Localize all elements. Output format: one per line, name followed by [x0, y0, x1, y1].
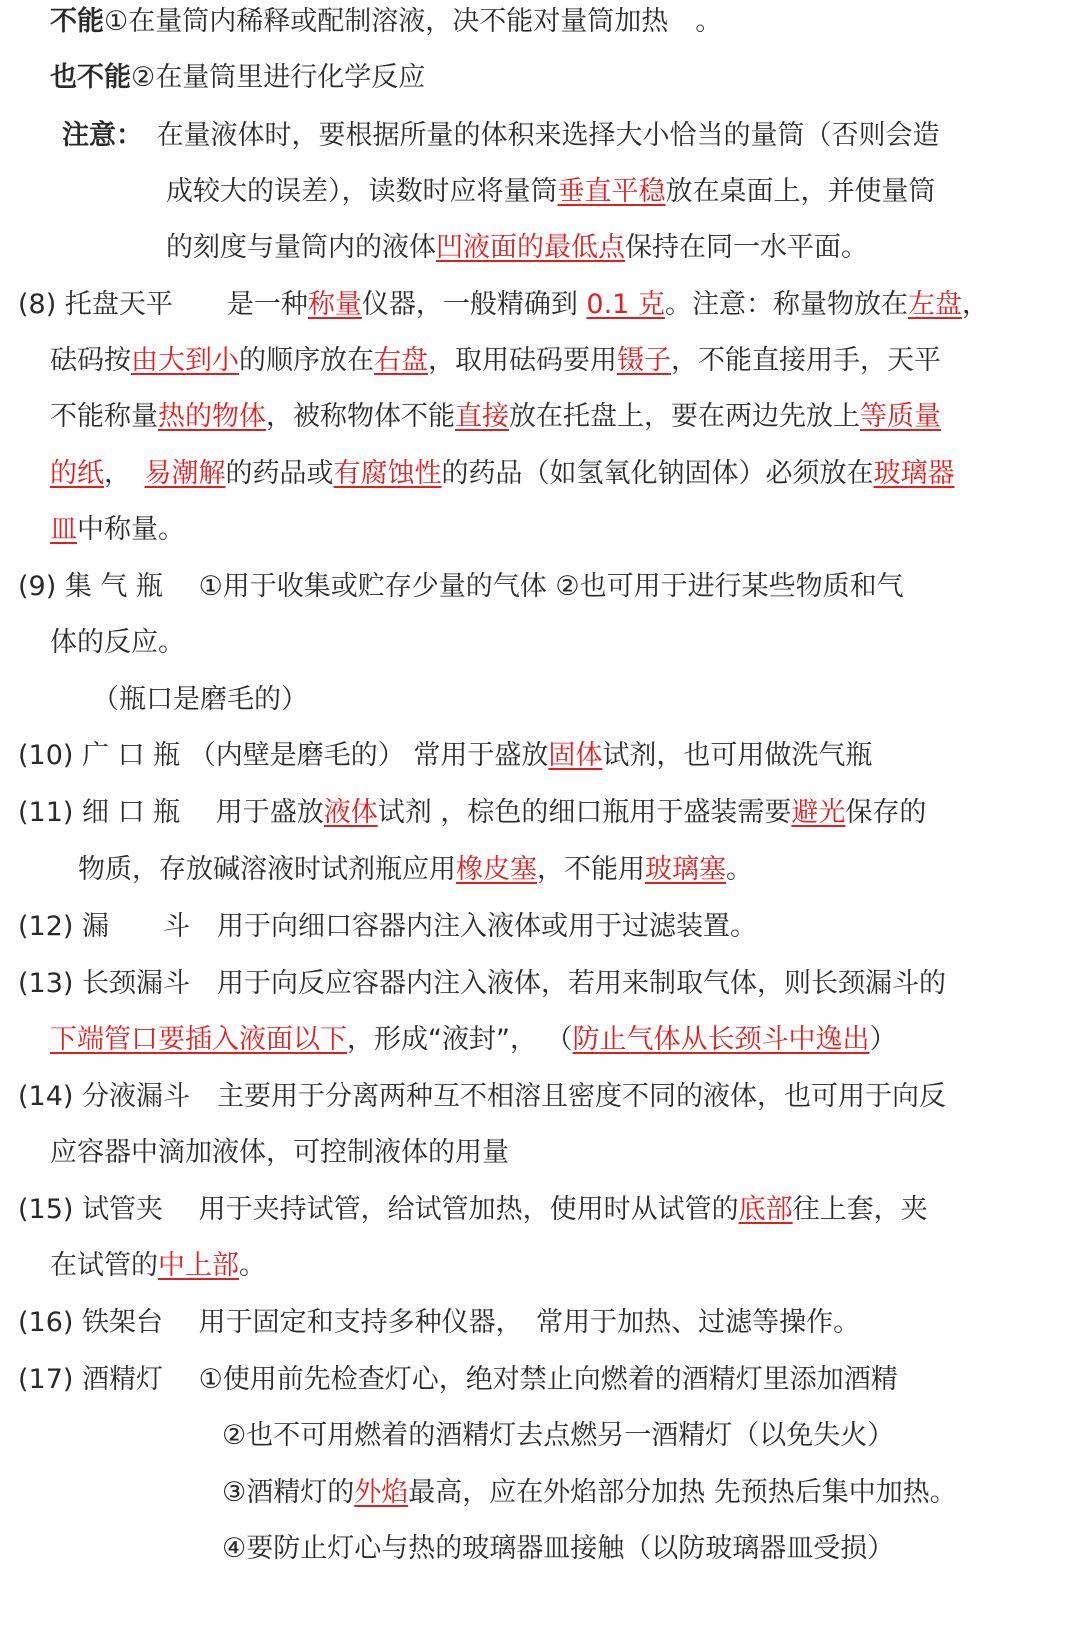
text-segment: ） [869, 1024, 897, 1055]
text-line [222, 1475, 957, 1511]
text-segment: 保持在同一水平面。 [625, 232, 868, 263]
text-segment: 体的反应。 [50, 627, 185, 658]
highlighted-term: 下端管口要插入液面以下 [50, 1024, 347, 1055]
text-line [78, 852, 753, 888]
highlighted-term: 固体 [548, 740, 603, 771]
text-segment: 试剂 ，棕色的细口瓶用于盛装需要 [377, 797, 792, 828]
text-segment: 砝码按 [50, 345, 131, 376]
highlighted-term: 底部 [738, 1194, 793, 1225]
text-segment: 不能 [50, 6, 104, 37]
text-segment: (8) 托盘天平 是一种 [18, 289, 308, 320]
text-segment: 在量液体时，要根据所量的体积来选择大小恰当的量筒（否则会造 [129, 120, 940, 151]
text-segment: 放在托盘上，要在两边先放上 [509, 401, 860, 432]
text-line [50, 399, 941, 435]
text-line [222, 1418, 894, 1454]
text-segment: (14) 分液漏斗 主要用于分离两种互不相溶且密度不同的液体，也可用于向反 [18, 1081, 947, 1112]
text-line [50, 1248, 266, 1284]
text-segment: 也不能 [50, 62, 131, 93]
text-segment: 成较大的误差），读数时应将量筒 [166, 176, 558, 207]
text-segment: 在试管的 [50, 1250, 158, 1281]
highlighted-term: 等质量 [860, 401, 941, 432]
text-line [50, 4, 722, 40]
text-segment: 中称量。 [77, 514, 185, 545]
text-segment: (10) 广 口 瓶 （内壁是磨毛的） 常用于盛放 [18, 740, 549, 771]
text-line [18, 1305, 860, 1341]
text-line [18, 909, 757, 945]
highlighted-term: 镊子 [617, 345, 671, 376]
text-line [50, 456, 955, 492]
text-segment: 试剂，也可用做洗气瓶 [602, 740, 873, 771]
highlighted-term: 防止气体从长颈斗中逸出 [572, 1024, 870, 1055]
text-line [50, 60, 425, 96]
text-line [50, 625, 185, 661]
highlighted-term: 左盘 [907, 289, 962, 320]
text-line [50, 1135, 509, 1171]
text-line [50, 512, 185, 548]
highlighted-term: 由大到小 [131, 345, 239, 376]
text-segment: ①在量筒内稀释或配制溶液，决不能对量筒加热 。 [104, 6, 723, 37]
text-segment: (15) 试管夹 用于夹持试管，给试管加热，使用时从试管的 [18, 1194, 739, 1225]
text-segment: 最高，应在外焰部分加热 先预热后集中加热。 [408, 1477, 957, 1508]
text-segment: 的顺序放在 [239, 345, 374, 376]
text-line [50, 1022, 897, 1058]
text-segment: ， [104, 458, 145, 489]
text-segment: ， [961, 289, 989, 320]
text-segment: ，形成“液封”， （ [347, 1024, 573, 1055]
highlighted-term: 0.1 克 [586, 289, 665, 320]
text-segment: ，不能用 [537, 854, 645, 885]
text-line [62, 118, 940, 154]
text-line [50, 343, 941, 379]
text-line [18, 1079, 946, 1115]
text-segment: 的药品或 [225, 458, 334, 489]
highlighted-term: 玻璃器 [873, 458, 955, 489]
highlighted-term: 右盘 [374, 345, 428, 376]
text-line [222, 1531, 894, 1567]
text-segment: (17) 酒精灯 ①使用前先检查灯心，绝对禁止向燃着的酒精灯里添加酒精 [18, 1364, 898, 1395]
text-line [18, 966, 946, 1002]
text-line [166, 174, 936, 210]
text-segment: ②也不可用燃着的酒精灯去点燃另一酒精灯（以免失火） [222, 1420, 895, 1451]
highlighted-term: 橡皮塞 [456, 854, 537, 885]
text-segment: ②在量筒里进行化学反应 [131, 62, 426, 93]
text-segment: 应容器中滴加液体，可控制液体的用量 [50, 1137, 509, 1168]
text-segment: 的刻度与量筒内的液体 [166, 232, 436, 263]
highlighted-term: 外焰 [354, 1477, 409, 1508]
highlighted-term: 凹液面的最低点 [436, 232, 625, 263]
highlighted-term: 直接 [455, 401, 509, 432]
text-segment: 放在桌面上，并使量筒 [665, 176, 936, 207]
text-segment: 往上套，夹 [792, 1194, 928, 1225]
text-segment: 。 [239, 1250, 266, 1281]
text-segment: (13) 长颈漏斗 用于向反应容器内注入液体，若用来制取气体，则长颈漏斗的 [18, 968, 947, 999]
text-segment: ④要防止灯心与热的玻璃器皿接触（以防玻璃器皿受损） [222, 1533, 895, 1564]
text-segment: 注意： [62, 120, 130, 151]
highlighted-term: 有腐蚀性 [333, 458, 442, 489]
text-segment: 不能称量 [50, 401, 158, 432]
highlighted-term: 易潮解 [144, 458, 226, 489]
text-segment: (12) 漏 斗 用于向细口容器内注入液体或用于过滤装置。 [18, 911, 758, 942]
highlighted-term: 皿 [50, 514, 77, 545]
text-segment: 。 [726, 854, 753, 885]
text-segment: ，被称物体不能 [266, 401, 455, 432]
highlighted-term: 垂直平稳 [557, 176, 666, 207]
text-line [166, 230, 868, 266]
text-segment: 的药品（如氢氧化钠固体）必须放在 [441, 458, 874, 489]
text-line [18, 569, 904, 605]
text-segment: (16) 铁架台 用于固定和支持多种仪器， 常用于加热、过滤等操作。 [18, 1307, 861, 1338]
text-segment: 物质，存放碱溶液时试剂瓶应用 [78, 854, 456, 885]
text-line [18, 795, 926, 831]
highlighted-term: 热的物体 [158, 401, 266, 432]
highlighted-term: 的纸 [50, 458, 104, 489]
text-segment: ③酒精灯的 [222, 1477, 355, 1508]
text-segment: （瓶口是磨毛的） [92, 684, 308, 715]
text-line [18, 287, 989, 323]
text-line [18, 1192, 928, 1228]
text-segment: 仪器，一般精确到 [361, 289, 587, 320]
text-segment: (11) 细 口 瓶 用于盛放 [18, 797, 324, 828]
highlighted-term: 液体 [323, 797, 378, 828]
highlighted-term: 称量 [307, 289, 362, 320]
text-line [92, 682, 308, 718]
text-segment: 。注意：称量物放在 [664, 289, 908, 320]
text-line [18, 1362, 898, 1398]
text-segment: (9) 集 气 瓶 ①用于收集或贮存少量的气体 ②也可用于进行某些物质和气 [18, 571, 904, 602]
text-segment: ，不能直接用手，天平 [671, 345, 941, 376]
text-segment: 保存的 [845, 797, 927, 828]
text-segment: ，取用砝码要用 [428, 345, 617, 376]
highlighted-term: 中上部 [158, 1250, 239, 1281]
highlighted-term: 避光 [791, 797, 846, 828]
highlighted-term: 玻璃塞 [645, 854, 726, 885]
text-line [18, 738, 872, 774]
